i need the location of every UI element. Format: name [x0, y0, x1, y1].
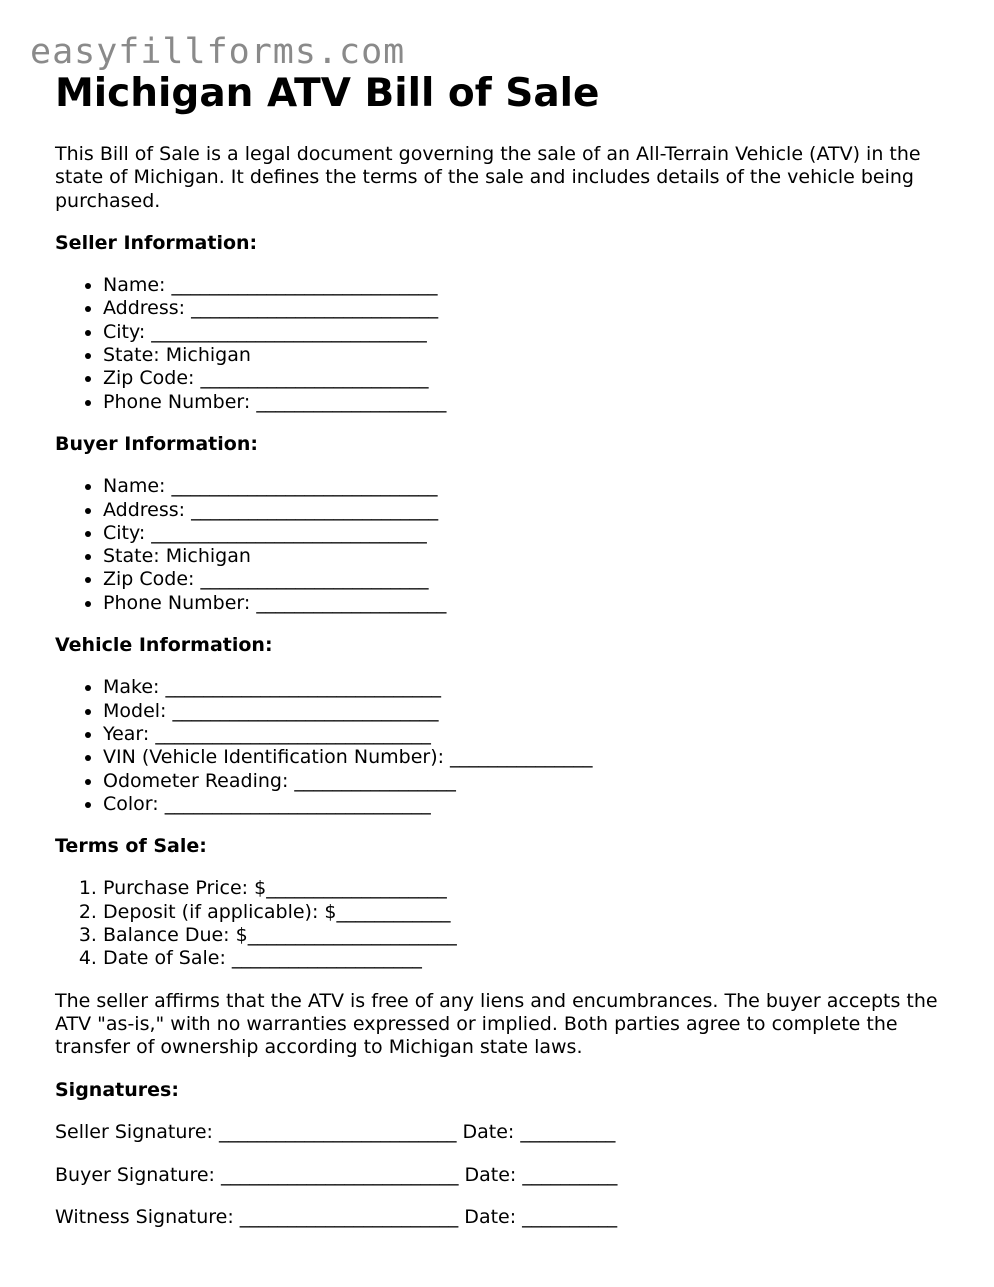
seller-heading: Seller Information:	[55, 231, 258, 254]
vehicle-odometer-field[interactable]: • Odometer Reading: _________________	[103, 770, 955, 793]
buyer-state: • State: Michigan	[103, 545, 955, 568]
vehicle-heading: Vehicle Information:	[55, 634, 273, 657]
document-body	[55, 68, 955, 1230]
date-of-sale-field[interactable]: 4. Date of Sale: ____________________	[103, 947, 955, 970]
witness-signature-field[interactable]: Witness Signature: _______________________ Date: __________	[55, 1206, 618, 1229]
seller-city-field[interactable]: • City: _____________________________	[103, 321, 955, 344]
buyer-city-field[interactable]: • City: _____________________________	[103, 522, 955, 545]
seller-address-field[interactable]: • Address: __________________________	[103, 297, 955, 320]
purchase-price-field[interactable]: 1. Purchase Price: $___________________	[103, 877, 955, 900]
buyer-name-field[interactable]: • Name: ____________________________	[103, 475, 955, 498]
seller-signature-field[interactable]: Seller Signature: _________________________ Date: __________	[55, 1120, 616, 1143]
page-title: Michigan ATV Bill of Sale	[55, 71, 600, 116]
vehicle-vin-field[interactable]: • VIN (Vehicle Identification Number): _______________	[103, 746, 955, 769]
buyer-signature-field[interactable]: Buyer Signature: _________________________ Date: __________	[55, 1163, 618, 1186]
seller-name-field[interactable]: • Name: ____________________________	[103, 274, 955, 297]
buyer-heading: Buyer Information:	[55, 432, 258, 455]
vehicle-model-field[interactable]: • Model: ____________________________	[103, 700, 955, 723]
buyer-zip-field[interactable]: • Zip Code: ________________________	[103, 568, 955, 591]
vehicle-color-field[interactable]: • Color: ____________________________	[103, 793, 955, 816]
buyer-list	[55, 475, 955, 615]
balance-due-field[interactable]: 3. Balance Due: $______________________	[103, 924, 955, 947]
buyer-phone-field[interactable]: • Phone Number: ____________________	[103, 592, 955, 615]
buyer-address-field[interactable]: • Address: __________________________	[103, 499, 955, 522]
watermark: easyfillforms.com	[30, 32, 406, 72]
vehicle-make-field[interactable]: • Make: _____________________________	[103, 676, 955, 699]
seller-zip-field[interactable]: • Zip Code: ________________________	[103, 367, 955, 390]
terms-list	[55, 877, 955, 970]
terms-heading: Terms of Sale:	[55, 835, 207, 858]
deposit-field[interactable]: 2. Deposit (if applicable): $____________	[103, 901, 955, 924]
vehicle-year-field[interactable]: • Year: _____________________________	[103, 723, 955, 746]
signatures-heading: Signatures:	[55, 1078, 179, 1101]
affirmation-paragraph: The seller affirms that the ATV is free of any liens and encumbrances. The buyer accepts the ATV "as-is," with no warranties expressed or implied. Both parties agree to complete the transfer of ownership according to Michigan state laws.	[55, 989, 938, 1059]
seller-state: • State: Michigan	[103, 344, 955, 367]
vehicle-list	[55, 676, 955, 816]
intro-paragraph: This Bill of Sale is a legal document governing the sale of an All-Terrain Vehicle (ATV) in the state of Michigan. It defines the terms of the sale and includes details of the vehicle being purchased.	[55, 143, 921, 212]
seller-phone-field[interactable]: • Phone Number: ____________________	[103, 391, 955, 414]
seller-list	[55, 274, 955, 414]
